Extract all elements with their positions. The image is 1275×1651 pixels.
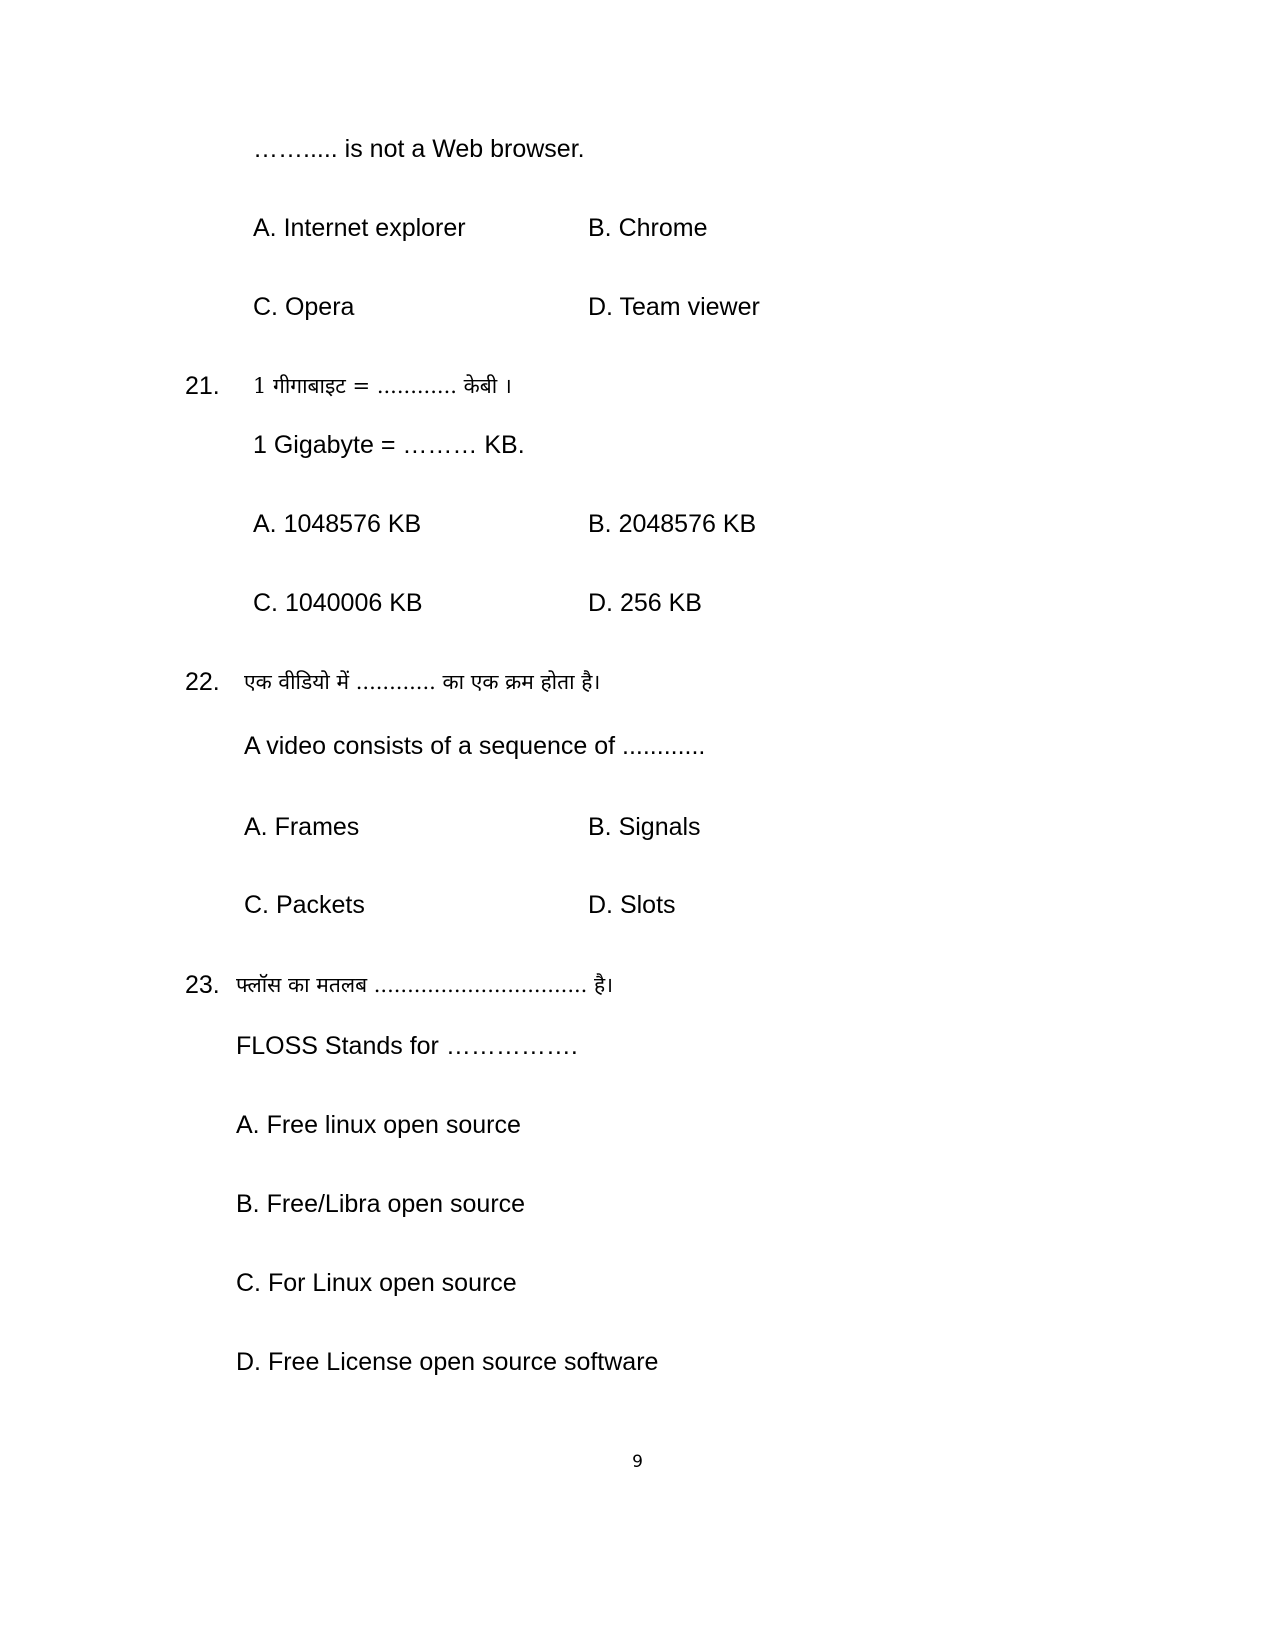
q22-option-b: B. Signals bbox=[588, 813, 701, 841]
q21-option-b: B. 2048576 KB bbox=[588, 510, 757, 538]
q22-number: 22. bbox=[185, 668, 220, 696]
page-number: 9 bbox=[632, 1452, 643, 1472]
q23-number: 23. bbox=[185, 971, 220, 999]
q23-option-a: A. Free linux open source bbox=[236, 1111, 521, 1139]
q22-hindi-stem: एक वीडियो में ............ का एक क्रम होता है। bbox=[244, 670, 601, 694]
q20-option-d: D. Team viewer bbox=[588, 293, 760, 321]
q20-option-b: B. Chrome bbox=[588, 214, 708, 242]
q21-number: 21. bbox=[185, 372, 220, 400]
q22-option-a: A. Frames bbox=[244, 813, 360, 841]
q20-stem: ……..... is not a Web browser. bbox=[253, 135, 585, 163]
q23-english-stem: FLOSS Stands for ……………. bbox=[236, 1032, 578, 1060]
q21-option-d: D. 256 KB bbox=[588, 589, 702, 617]
q23-option-b: B. Free/Libra open source bbox=[236, 1190, 526, 1218]
q23-hindi-stem: फ्लॉस का मतलब ................................ है। bbox=[236, 973, 614, 997]
q22-english-stem: A video consists of a sequence of ............ bbox=[244, 732, 706, 760]
q23-option-c: C. For Linux open source bbox=[236, 1269, 517, 1297]
q21-hindi-stem: 1 गीगाबाइट = ............ केबी । bbox=[253, 374, 512, 398]
q20-option-c: C. Opera bbox=[253, 293, 355, 321]
q23-option-d: D. Free License open source software bbox=[236, 1348, 659, 1376]
q21-option-c: C. 1040006 KB bbox=[253, 589, 423, 617]
q20-option-a: A. Internet explorer bbox=[253, 214, 466, 242]
q22-option-d: D. Slots bbox=[588, 891, 676, 919]
q22-option-c: C. Packets bbox=[244, 891, 365, 919]
q21-english-stem: 1 Gigabyte = ……… KB. bbox=[253, 431, 525, 459]
q21-option-a: A. 1048576 KB bbox=[253, 510, 422, 538]
